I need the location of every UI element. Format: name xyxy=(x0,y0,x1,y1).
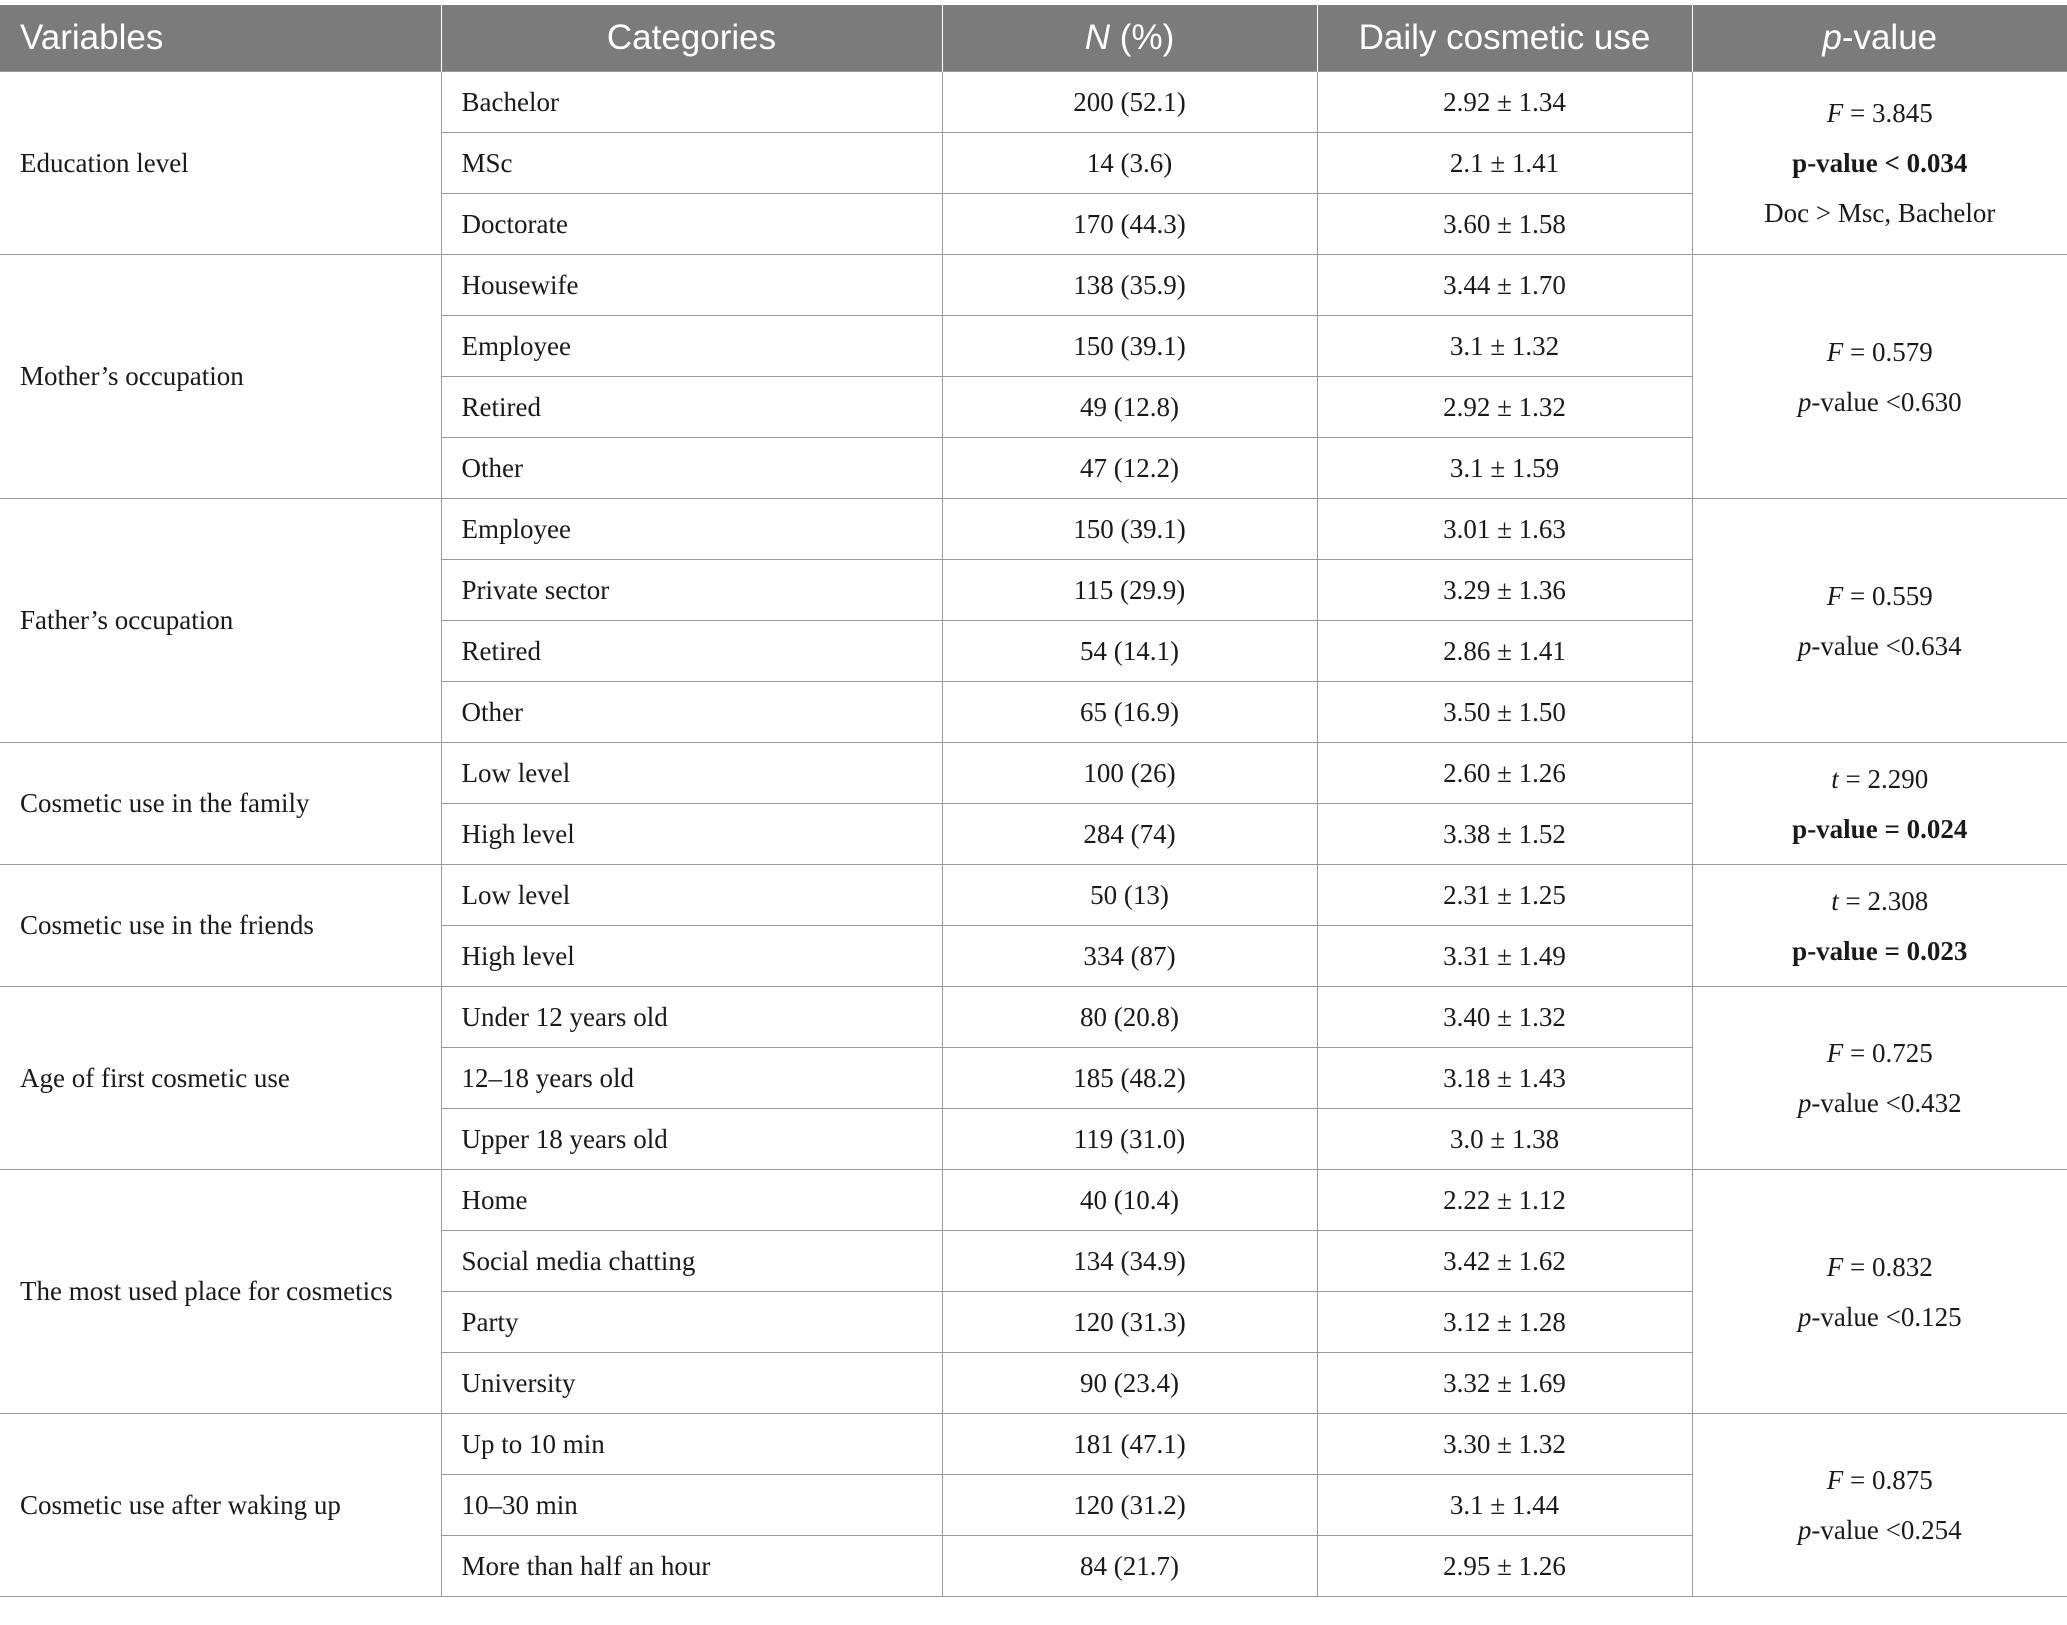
p-value-cell xyxy=(1692,865,2067,987)
daily-use-cell: 3.50 ± 1.50 xyxy=(1317,682,1692,743)
daily-use-cell: 3.31 ± 1.49 xyxy=(1317,926,1692,987)
test-symbol: F xyxy=(1826,1038,1844,1068)
table-row xyxy=(0,1170,2067,1231)
n-percent-cell: 150 (39.1) xyxy=(942,316,1317,377)
variable-cell: Education level xyxy=(0,72,441,255)
p-label: p-value xyxy=(1792,935,1878,966)
n-percent-cell: 150 (39.1) xyxy=(942,499,1317,560)
cosmetic-use-table xyxy=(0,5,2067,1597)
daily-use-cell: 3.01 ± 1.63 xyxy=(1317,499,1692,560)
category-cell: Other xyxy=(441,682,942,743)
test-statistic xyxy=(1693,1242,2067,1292)
daily-use-cell: 2.22 ± 1.12 xyxy=(1317,1170,1692,1231)
test-symbol: F xyxy=(1826,1251,1844,1282)
daily-use-cell: 2.95 ± 1.26 xyxy=(1317,1536,1692,1597)
variable-cell: Father’s occupation xyxy=(0,499,441,743)
category-cell: Employee xyxy=(441,316,942,377)
p-value: <0.634 xyxy=(1878,630,1962,661)
table-row xyxy=(0,72,2067,133)
p-label-suffix: -value xyxy=(1811,1515,1879,1545)
header-n-suffix: (%) xyxy=(1110,18,1175,57)
p-value: <0.254 xyxy=(1878,1515,1962,1545)
p-value-line xyxy=(1693,1078,2067,1128)
header-row xyxy=(0,5,2067,72)
category-cell: Upper 18 years old xyxy=(441,1109,942,1170)
n-percent-cell: 284 (74) xyxy=(942,804,1317,865)
p-value: <0.630 xyxy=(1878,386,1962,417)
n-percent-cell: 65 (16.9) xyxy=(942,682,1317,743)
p-value-line xyxy=(1693,804,2067,854)
daily-use-cell: 3.12 ± 1.28 xyxy=(1317,1292,1692,1353)
p-value-line xyxy=(1693,621,2067,671)
daily-use-cell: 2.92 ± 1.34 xyxy=(1317,72,1692,133)
n-percent-cell: 200 (52.1) xyxy=(942,72,1317,133)
test-statistic xyxy=(1693,88,2067,138)
category-cell: MSc xyxy=(441,133,942,194)
p-label-symbol: p xyxy=(1797,1088,1812,1118)
daily-use-cell: 3.1 ± 1.59 xyxy=(1317,438,1692,499)
test-value: = 3.845 xyxy=(1843,98,1933,128)
daily-use-cell: 3.40 ± 1.32 xyxy=(1317,987,1692,1048)
n-percent-cell: 54 (14.1) xyxy=(942,621,1317,682)
n-percent-cell: 334 (87) xyxy=(942,926,1317,987)
n-percent-cell: 90 (23.4) xyxy=(942,1353,1317,1414)
test-value: = 0.579 xyxy=(1843,336,1933,367)
variable-cell: Cosmetic use in the friends xyxy=(0,865,441,987)
category-cell: Low level xyxy=(441,743,942,804)
category-cell: Party xyxy=(441,1292,942,1353)
daily-use-cell: 3.1 ± 1.32 xyxy=(1317,316,1692,377)
p-label-suffix: -value xyxy=(1811,386,1879,417)
p-value-cell xyxy=(1692,1170,2067,1414)
test-symbol: F xyxy=(1826,98,1844,128)
table-row xyxy=(0,1414,2067,1475)
daily-use-cell: 2.1 ± 1.41 xyxy=(1317,133,1692,194)
daily-use-cell: 3.0 ± 1.38 xyxy=(1317,1109,1692,1170)
category-cell: Low level xyxy=(441,865,942,926)
n-percent-cell: 134 (34.9) xyxy=(942,1231,1317,1292)
p-label: p-value xyxy=(1792,813,1878,844)
p-value: <0.432 xyxy=(1878,1088,1962,1118)
header-p-symbol: p xyxy=(1822,18,1842,57)
p-label-symbol: p xyxy=(1797,630,1812,661)
p-value-line xyxy=(1693,377,2067,427)
header-categories: Categories xyxy=(441,5,942,72)
category-cell: Home xyxy=(441,1170,942,1231)
test-symbol: t xyxy=(1831,885,1839,916)
header-daily-cosmetic-use: Daily cosmetic use xyxy=(1317,5,1692,72)
p-value: < 0.034 xyxy=(1877,148,1968,178)
daily-use-cell: 2.92 ± 1.32 xyxy=(1317,377,1692,438)
posthoc-note: Doc > Msc, Bachelor xyxy=(1764,198,1996,228)
category-cell: High level xyxy=(441,926,942,987)
test-value: = 2.308 xyxy=(1838,885,1929,916)
test-value: = 2.290 xyxy=(1838,763,1929,794)
variable-cell: Cosmetic use after waking up xyxy=(0,1414,441,1597)
daily-use-cell: 2.60 ± 1.26 xyxy=(1317,743,1692,804)
p-label-suffix: -value xyxy=(1811,1301,1879,1332)
header-n-percent xyxy=(942,5,1317,72)
variable-cell: The most used place for cosmetics xyxy=(0,1170,441,1414)
test-value: = 0.559 xyxy=(1843,580,1933,611)
p-label-suffix: -value xyxy=(1811,1088,1879,1118)
category-cell: Bachelor xyxy=(441,72,942,133)
test-symbol: F xyxy=(1826,580,1844,611)
category-cell: University xyxy=(441,1353,942,1414)
daily-use-cell: 3.32 ± 1.69 xyxy=(1317,1353,1692,1414)
daily-use-cell: 3.44 ± 1.70 xyxy=(1317,255,1692,316)
n-percent-cell: 100 (26) xyxy=(942,743,1317,804)
p-value: <0.125 xyxy=(1878,1301,1962,1332)
table-container xyxy=(0,5,2067,1597)
test-statistic xyxy=(1693,327,2067,377)
p-value-line xyxy=(1693,1292,2067,1342)
p-value-line xyxy=(1693,926,2067,976)
daily-use-cell: 3.1 ± 1.44 xyxy=(1317,1475,1692,1536)
test-value: = 0.875 xyxy=(1843,1465,1933,1495)
n-percent-cell: 50 (13) xyxy=(942,865,1317,926)
test-symbol: t xyxy=(1831,763,1839,794)
test-symbol: F xyxy=(1826,336,1844,367)
n-percent-cell: 14 (3.6) xyxy=(942,133,1317,194)
p-value-line xyxy=(1693,138,2067,188)
daily-use-cell: 3.60 ± 1.58 xyxy=(1317,194,1692,255)
test-value: = 0.725 xyxy=(1843,1038,1933,1068)
category-cell: Employee xyxy=(441,499,942,560)
category-cell: High level xyxy=(441,804,942,865)
daily-use-cell: 3.29 ± 1.36 xyxy=(1317,560,1692,621)
category-cell: 10–30 min xyxy=(441,1475,942,1536)
n-percent-cell: 138 (35.9) xyxy=(942,255,1317,316)
p-value-cell xyxy=(1692,743,2067,865)
n-percent-cell: 47 (12.2) xyxy=(942,438,1317,499)
category-cell: 12–18 years old xyxy=(441,1048,942,1109)
category-cell: Retired xyxy=(441,621,942,682)
p-label-symbol: p xyxy=(1797,386,1812,417)
variable-cell: Age of first cosmetic use xyxy=(0,987,441,1170)
p-value-line xyxy=(1693,1505,2067,1555)
p-value-cell xyxy=(1692,72,2067,255)
n-percent-cell: 185 (48.2) xyxy=(942,1048,1317,1109)
p-label-symbol: p xyxy=(1797,1515,1812,1545)
n-percent-cell: 80 (20.8) xyxy=(942,987,1317,1048)
n-percent-cell: 120 (31.2) xyxy=(942,1475,1317,1536)
daily-use-cell: 2.86 ± 1.41 xyxy=(1317,621,1692,682)
variable-cell: Cosmetic use in the family xyxy=(0,743,441,865)
test-statistic xyxy=(1693,754,2067,804)
category-cell: Other xyxy=(441,438,942,499)
n-percent-cell: 181 (47.1) xyxy=(942,1414,1317,1475)
p-value-cell xyxy=(1692,255,2067,499)
n-percent-cell: 170 (44.3) xyxy=(942,194,1317,255)
category-cell: Up to 10 min xyxy=(441,1414,942,1475)
p-value-cell xyxy=(1692,987,2067,1170)
p-label-symbol: p xyxy=(1797,1301,1812,1332)
category-cell: Doctorate xyxy=(441,194,942,255)
test-statistic xyxy=(1693,1455,2067,1505)
daily-use-cell: 2.31 ± 1.25 xyxy=(1317,865,1692,926)
category-cell: More than half an hour xyxy=(441,1536,942,1597)
n-percent-cell: 119 (31.0) xyxy=(942,1109,1317,1170)
header-p-value xyxy=(1692,5,2067,72)
test-statistic xyxy=(1693,1028,2067,1078)
daily-use-cell: 3.18 ± 1.43 xyxy=(1317,1048,1692,1109)
test-statistic xyxy=(1693,876,2067,926)
p-value-cell xyxy=(1692,1414,2067,1597)
n-percent-cell: 40 (10.4) xyxy=(942,1170,1317,1231)
header-n-symbol: N xyxy=(1084,18,1111,57)
p-value-cell xyxy=(1692,499,2067,743)
p-label: p-value xyxy=(1792,148,1878,178)
test-symbol: F xyxy=(1826,1465,1844,1495)
n-percent-cell: 49 (12.8) xyxy=(942,377,1317,438)
daily-use-cell: 3.42 ± 1.62 xyxy=(1317,1231,1692,1292)
test-value: = 0.832 xyxy=(1843,1251,1933,1282)
header-p-suffix: -value xyxy=(1841,18,1938,57)
category-cell: Private sector xyxy=(441,560,942,621)
variable-cell: Mother’s occupation xyxy=(0,255,441,499)
category-cell: Housewife xyxy=(441,255,942,316)
n-percent-cell: 115 (29.9) xyxy=(942,560,1317,621)
p-value: = 0.023 xyxy=(1877,935,1968,966)
header-variables: Variables xyxy=(0,5,441,72)
n-percent-cell: 84 (21.7) xyxy=(942,1536,1317,1597)
test-statistic xyxy=(1693,571,2067,621)
p-value: = 0.024 xyxy=(1877,813,1968,844)
table-row xyxy=(0,987,2067,1048)
category-cell: Under 12 years old xyxy=(441,987,942,1048)
table-row xyxy=(0,743,2067,804)
category-cell: Retired xyxy=(441,377,942,438)
table-row xyxy=(0,255,2067,316)
n-percent-cell: 120 (31.3) xyxy=(942,1292,1317,1353)
table-row xyxy=(0,499,2067,560)
daily-use-cell: 3.30 ± 1.32 xyxy=(1317,1414,1692,1475)
table-body xyxy=(0,72,2067,1597)
p-label-suffix: -value xyxy=(1811,630,1879,661)
table-row xyxy=(0,865,2067,926)
daily-use-cell: 3.38 ± 1.52 xyxy=(1317,804,1692,865)
category-cell: Social media chatting xyxy=(441,1231,942,1292)
